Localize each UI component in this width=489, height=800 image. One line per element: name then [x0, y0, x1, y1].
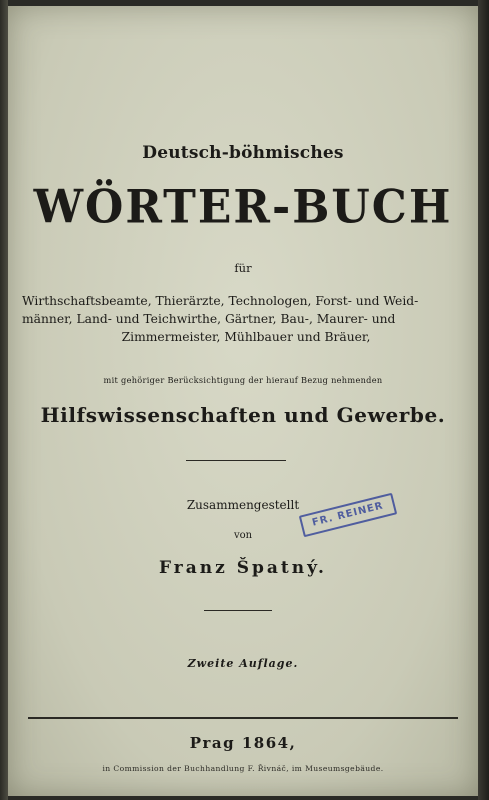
compiled-label: Zusammengestellt — [186, 498, 300, 512]
auxiliary-sciences: Hilfswissenschaften und Gewerbe. — [40, 403, 446, 427]
professions-line-2: männer, Land- und Teichwirthe, Gärtner, Bau-, Maurer- und — [22, 312, 396, 326]
divider-rule-upper — [186, 460, 286, 461]
imprint-rule — [28, 717, 458, 719]
place-and-year: Prag 1864, — [189, 734, 297, 752]
book-title: WÖRTER-BUCH — [33, 180, 453, 235]
professions-line-3: Zimmermeister, Mühlbauer und Bräuer, — [121, 330, 371, 344]
title-page — [8, 6, 478, 796]
consideration-note: mit gehöriger Berücksichtigung der hierauf Bezug nehmenden — [103, 375, 383, 385]
author-name: Franz Špatný. — [159, 558, 327, 578]
publisher-line: in Commission der Buchhandlung F. Řivnáč, im Museumsgebäude. — [102, 764, 384, 773]
owner-stamp: FR. REINER — [299, 493, 397, 538]
by-label: von — [233, 530, 253, 541]
book-cover-edge — [478, 0, 489, 800]
edition-label: Zweite Auflage. — [187, 657, 299, 670]
professions-line-1: Wirthschaftsbeamte, Thierärzte, Technologen, Forst- und Weid- — [22, 294, 419, 308]
book-binding-edge — [0, 0, 8, 800]
book-subtitle: Deutsch-böhmisches — [142, 143, 344, 163]
for-word: für — [234, 261, 252, 275]
divider-rule-lower — [204, 610, 272, 611]
